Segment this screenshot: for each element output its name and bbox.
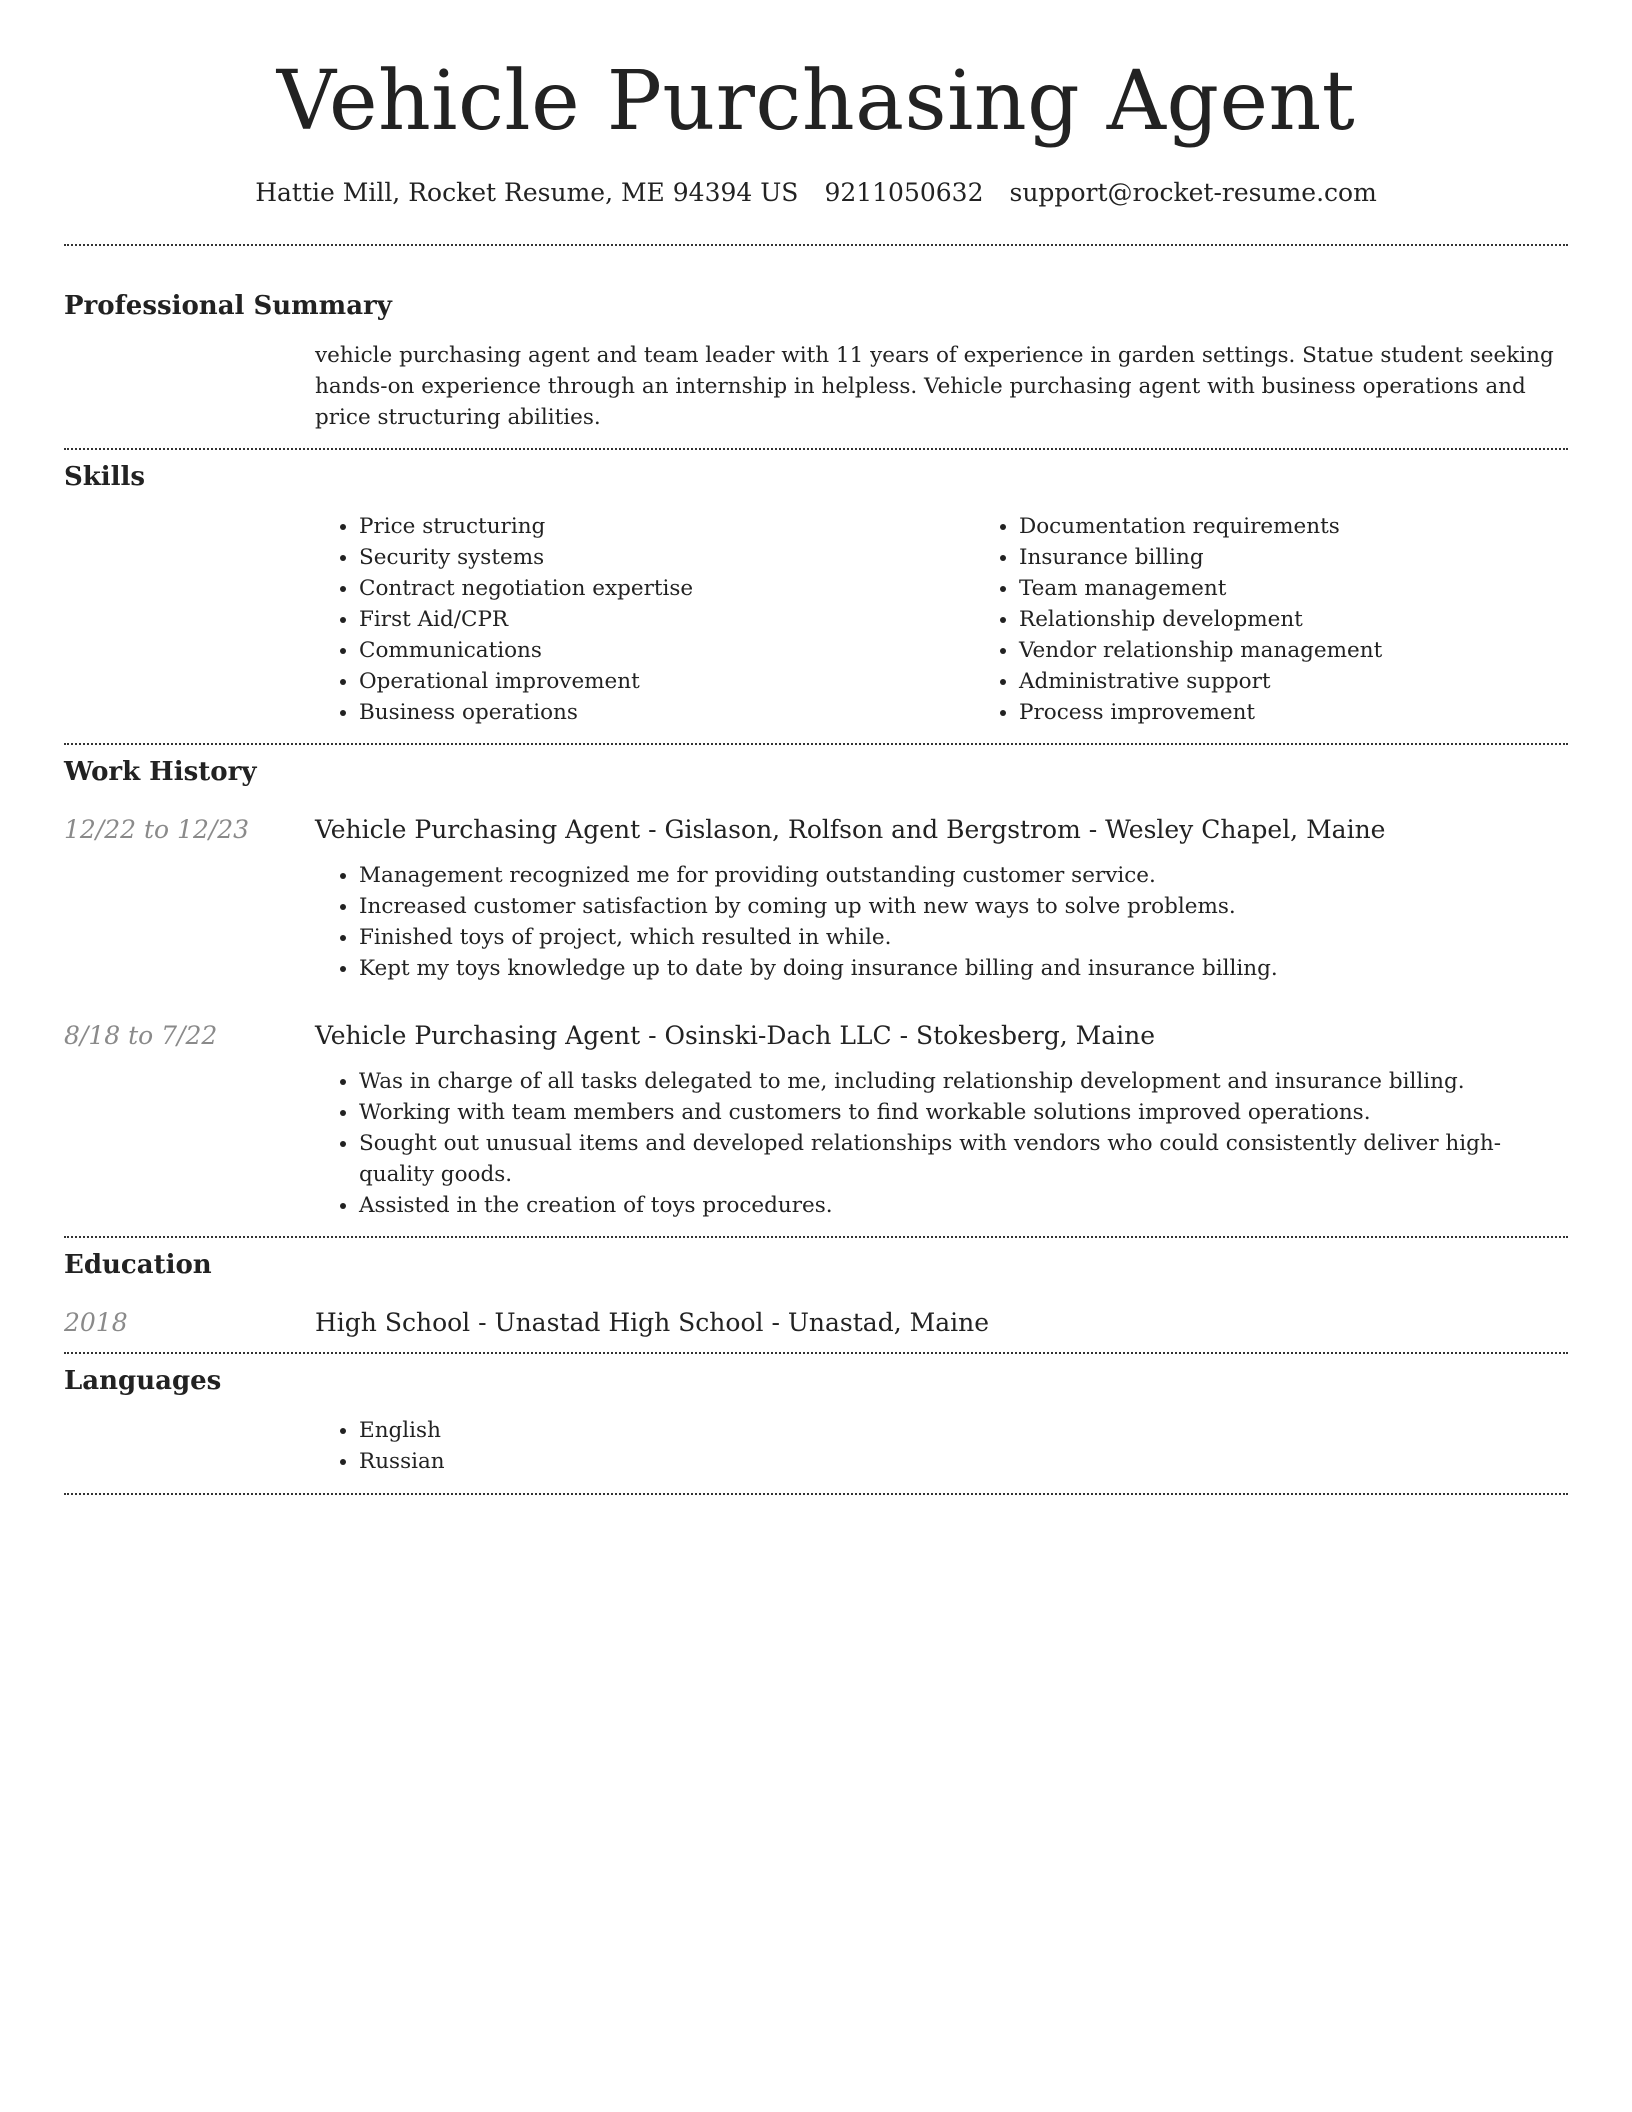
skill-item: • Administrative support [1019,666,1632,697]
contact-phone: 9211050632 [824,178,984,207]
resume-name: Vehicle Purchasing Agent [276,54,1356,149]
skill-item: • Price structuring [359,511,975,542]
skill-item: • Documentation requirements [1019,511,1632,542]
summary-title: Professional Summary [64,291,392,321]
contact-address: Hattie Mill, Rocket Resume, ME 94394 US [255,178,799,207]
language-item: • Russian [359,1446,1568,1477]
job-entry [64,813,1568,984]
education-year: 2018 [64,1308,128,1337]
skills-section [64,460,1568,728]
job-dates: 12/22 to 12/23 [64,815,250,844]
skill-item: • Team management [1019,573,1632,604]
skills-list-left [315,511,975,728]
job-dates: 8/18 to 7/22 [64,1021,218,1050]
job-heading: Vehicle Purchasing Agent - Gislason, Rolfson and Bergstrom - Wesley Chapel, Maine [315,815,1386,844]
contact-line [64,176,1568,210]
job-bullets [315,860,1568,984]
skill-item: • Relationship development [1019,604,1632,635]
section-divider [64,1352,1568,1354]
skill-item: • Insurance billing [1019,542,1632,573]
summary-section [64,289,1568,433]
summary-text: vehicle purchasing agent and team leader with 11 years of experience in garden settings. Statue student seeking hands-on experience through an internship in helpless. Vehicle purchasing agent with business operations and price structuring abilities. [315,343,1554,430]
job-bullet: • Assisted in the creation of toys procedures. [359,1190,1568,1221]
job-bullet: • Management recognized me for providing outstanding customer service. [359,860,1568,891]
skills-grid [315,511,1632,728]
contact-email: support@rocket-resume.com [1009,178,1377,207]
job-entry [64,1019,1568,1221]
job-bullet: • Working with team members and customers to find workable solutions improved operations. [359,1097,1568,1128]
language-item: • English [359,1415,1568,1446]
languages-list [315,1415,1568,1477]
skill-item: • First Aid/CPR [359,604,975,635]
skill-item: • Communications [359,635,975,666]
education-heading: High School - Unastad High School - Unastad, Maine [315,1308,989,1337]
section-divider [64,1493,1568,1495]
job-bullets [315,1066,1568,1221]
job-bullet: • Increased customer satisfaction by coming up with new ways to solve problems. [359,891,1568,922]
job-bullet: • Sought out unusual items and developed relationships with vendors who could consistently deliver high-quality goods. [359,1128,1568,1190]
job-heading: Vehicle Purchasing Agent - Osinski-Dach LLC - Stokesberg, Maine [315,1021,1156,1050]
languages-title: Languages [64,1366,222,1396]
job-bullet: • Finished toys of project, which resulted in while. [359,922,1568,953]
education-title: Education [64,1250,212,1280]
section-divider [64,448,1568,450]
section-divider [64,743,1568,745]
skill-item: • Process improvement [1019,697,1632,728]
section-divider [64,1236,1568,1238]
section-divider [64,244,1568,246]
education-section [64,1248,1568,1340]
languages-section [64,1364,1568,1477]
skills-list-right [975,511,1632,728]
job-bullet: • Kept my toys knowledge up to date by doing insurance billing and insurance billing. [359,953,1568,984]
job-bullet: • Was in charge of all tasks delegated to me, including relationship development and insurance billing. [359,1066,1568,1097]
work-title: Work History [64,757,257,787]
skill-item: • Operational improvement [359,666,975,697]
skills-title: Skills [64,462,146,492]
work-section [64,755,1568,1221]
skill-item: • Business operations [359,697,975,728]
skill-item: • Contract negotiation expertise [359,573,975,604]
skill-item: • Vendor relationship management [1019,635,1632,666]
skill-item: • Security systems [359,542,975,573]
